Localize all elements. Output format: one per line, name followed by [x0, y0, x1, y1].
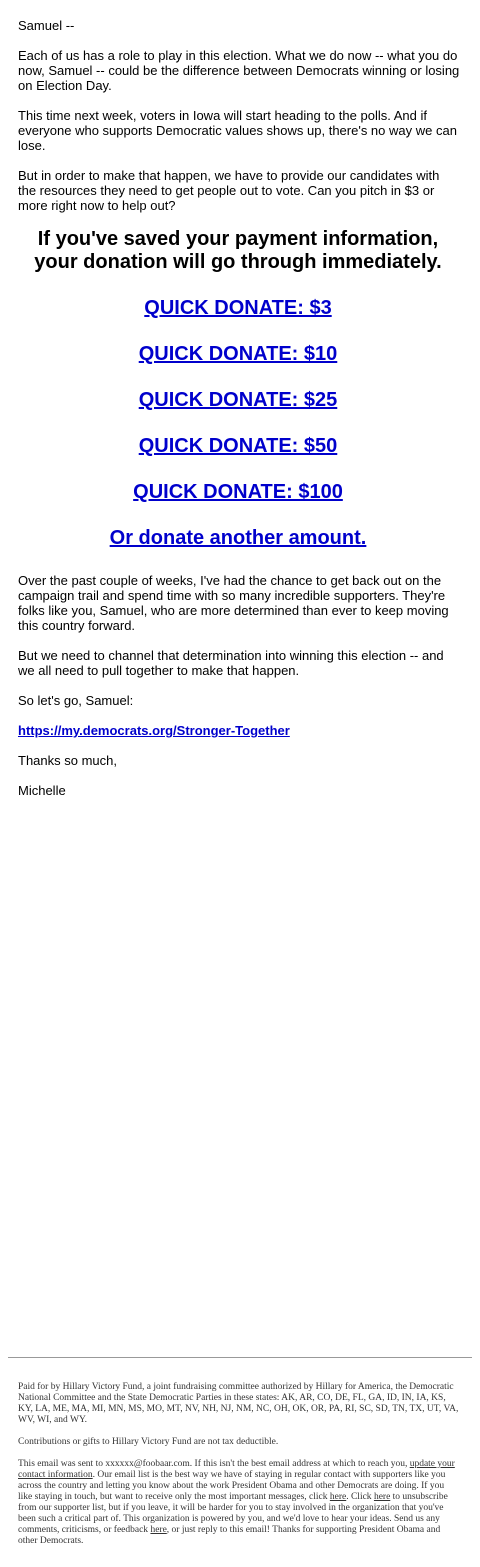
tax-disclaimer: Contributions or gifts to Hillary Victory Fund are not tax deductible. — [18, 1437, 279, 1447]
email-info-text-c: . Click — [346, 1492, 374, 1502]
paragraph-role: Each of us has a role to play in this election. What we do now -- what you do now, Samuel -- could be the difference between Democrats winning or losing on Election Day. — [18, 48, 460, 93]
donate-other-row — [18, 527, 458, 549]
donate-25-row — [18, 389, 458, 411]
quick-donate-25-link[interactable]: QUICK DONATE: $25 — [138, 389, 338, 411]
donate-100-row — [18, 481, 458, 503]
quick-donate-3-link[interactable]: QUICK DONATE: $3 — [144, 297, 332, 319]
donate-50-row — [18, 435, 458, 457]
greeting: Samuel -- — [18, 18, 75, 33]
paragraph-iowa: This time next week, voters in Iowa will start heading to the polls. And if everyone who supports Democratic values shows up, there's no way we can lose. — [18, 108, 457, 153]
saved-payment-headline: If you've saved your payment information, your donation will go through immediately. — [34, 228, 442, 273]
unsubscribe-link[interactable]: here — [373, 1492, 391, 1502]
important-messages-link[interactable]: here — [329, 1492, 347, 1502]
stronger-together-row — [18, 723, 460, 738]
quick-donate-50-link[interactable]: QUICK DONATE: $50 — [138, 435, 338, 457]
email-info-text-e: , or just reply to this email! Thanks for supporting President Obama and other Democrats. — [18, 1525, 441, 1546]
paragraph-determination: But we need to channel that determination into winning this election -- and we all need to pull together to make that happen. — [18, 648, 444, 678]
paragraph-campaign-trail: Over the past couple of weeks, I've had the chance to get back out on the campaign trail and spend time with so many incredible supporters. They're folks like you, Samuel, who are more determined than ever to keep moving this country forward. — [18, 573, 449, 633]
donate-10-row — [18, 343, 458, 365]
donate-other-amount-link[interactable]: Or donate another amount. — [109, 527, 367, 549]
email-info-paragraph — [18, 1459, 460, 1547]
signature: Michelle — [18, 783, 66, 798]
email-info-text-b: . Our email list is the best way we have of staying in regular contact with supporters like you across the country and letting you know about the work President Obama and other Democrats are doing. If you like staying in touch, but want to receive only the most important messages, click — [18, 1470, 446, 1502]
email-info-text-a: This email was sent to xxxxxx@foobaar.com. If this isn't the best email address at which to reach you, — [18, 1459, 410, 1469]
paragraph-lets-go: So let's go, Samuel: — [18, 693, 134, 708]
paid-for-disclaimer: Paid for by Hillary Victory Fund, a joint fundraising committee authorized by Hillary for America, the Democratic National Committee and the State Democratic Parties in these states: AK, AR, CO, DE, FL, GA, ID, IN, IA, KS, KY, LA, ME, MA, MI, MN, MS, MO, MT, NV, NH, NJ, NM, NC, OH, OK, OR, PA, RI, SC, SD, TN, TX, UT, VA, WV, WI, and WY. — [18, 1382, 459, 1425]
quick-donate-10-link[interactable]: QUICK DONATE: $10 — [138, 343, 338, 365]
paragraph-ask: But in order to make that happen, we have to provide our candidates with the resources they need to get people out to vote. Can you pitch in $3 or more right now to help out? — [18, 168, 440, 213]
stronger-together-link[interactable]: https://my.democrats.org/Stronger-Together — [18, 723, 290, 738]
sign-off: Thanks so much, — [18, 753, 117, 768]
feedback-link[interactable]: here — [150, 1525, 167, 1535]
footer-divider — [8, 1357, 472, 1358]
email-info-text-d: to unsubscribe from our supporter list, but if you leave, it will be harder for you to stay involved in the organization that you've been such a critical part of. This organization is powered by you, and we'd love to hear your ideas. Send us any comments, criticisms, or feedback — [18, 1492, 448, 1535]
update-contact-info-link[interactable]: update your contact information — [18, 1459, 455, 1480]
donate-3-row — [18, 297, 458, 319]
quick-donate-100-link[interactable]: QUICK DONATE: $100 — [133, 481, 343, 503]
